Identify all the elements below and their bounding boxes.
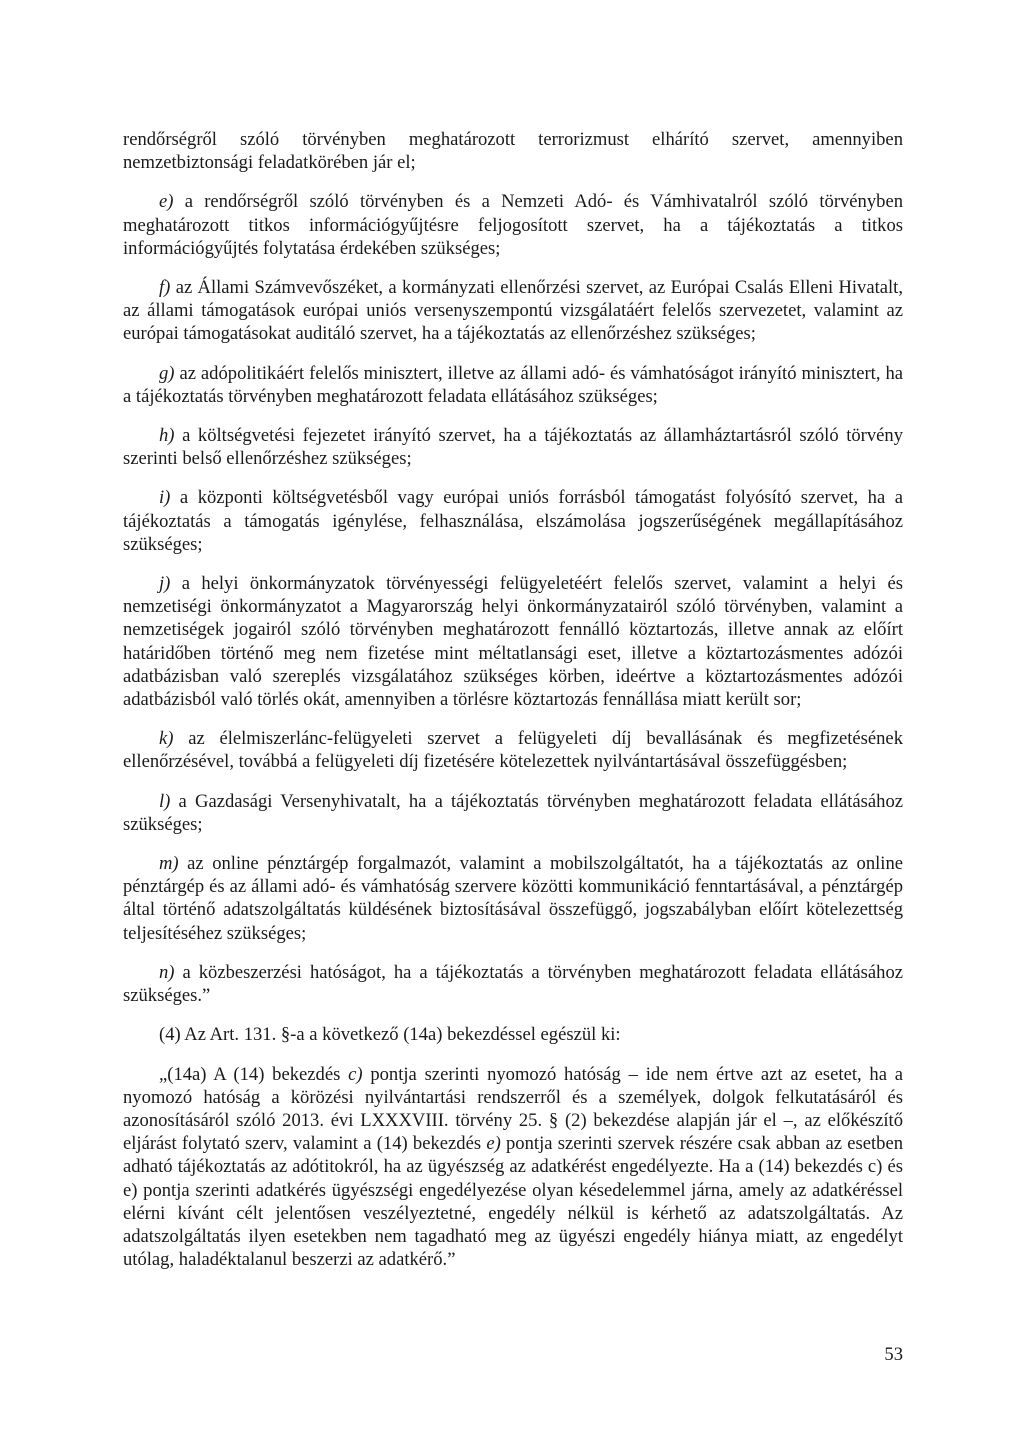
paragraph-n bbox=[123, 961, 903, 1007]
paragraph-text: a rendőrségről szóló törvényben és a Nemzeti Adó- és Vámhivatalról szóló törvényben meghatározott titkos információgyűjtésre feljogosított szervet, ha a tájékoztatás a titkos információgyűjtés folytatása érdekében szükséges; bbox=[123, 191, 903, 259]
paragraph-continuation bbox=[123, 128, 903, 174]
paragraph-mark: g) bbox=[159, 362, 175, 384]
paragraph-mark: i) bbox=[159, 487, 171, 509]
paragraph-mark: m) bbox=[159, 853, 179, 875]
paragraph-text: rendőrségről szóló törvényben meghatározott terrorizmust elhárító szervet, amennyiben nemzetbiztonsági feladatkörében jár el; bbox=[123, 129, 903, 174]
paragraph-mark: k) bbox=[159, 728, 174, 750]
paragraph-h bbox=[123, 424, 903, 470]
paragraph-text: az Állami Számvevőszéket, a kormányzati ellenőrzési szervet, az Európai Csalás Elleni Hivatalt, az állami támogatások európai uniós versenyszempontú vizsgálatáért felelős szervezetet, valamint az európai támogatásokat auditáló szervet, ha a tájékoztatás az ellenőrzéshez szükséges; bbox=[123, 277, 903, 345]
paragraph-j bbox=[123, 572, 903, 711]
page-number: 53 bbox=[884, 1344, 903, 1365]
paragraph-i bbox=[123, 486, 903, 556]
document-body bbox=[123, 128, 903, 1287]
paragraph-e bbox=[123, 190, 903, 260]
paragraph-quote-14a bbox=[123, 1063, 903, 1272]
paragraph-text: az élelmiszerlánc-felügyeleti szervet a felügyeleti díj bevallásának és megfizetésének ellenőrzésével, továbbá a felügyeleti díj fizetésére kötelezettek nyilvántartásával összefüggésben; bbox=[123, 728, 903, 773]
paragraph-text: a helyi önkormányzatok törvényességi felügyeletéért felelős szervet, valamint a helyi és nemzetiségi önkormányzatot a Magyarország helyi önkormányzatairól szóló törvényben, valamint a nemzetiségek jogairól szóló törvényben meghatározott fennálló köztartozás, illetve annak az előírt határidőben történő meg nem fizetése mint méltatlansági eset, illetve a köztartozásmentes adózói adatbázisban való szereplés vizsgálatához szükséges körben, ideértve a köztartozásmentes adózói adatbázisból való törlés okát, amennyiben a törlésre köztartozás fennállása miatt került sor; bbox=[123, 573, 903, 711]
quote-text: „(14a) A (14) bekezdés bbox=[159, 1063, 349, 1085]
paragraph-mark: h) bbox=[159, 425, 175, 447]
paragraph-mark: n) bbox=[159, 961, 175, 983]
paragraph-text: (4) Az Art. 131. §-a a következő (14a) bekezdéssel egészül ki: bbox=[159, 1024, 621, 1046]
paragraph-amendment-intro bbox=[123, 1023, 903, 1046]
quote-mark: c) bbox=[348, 1063, 363, 1085]
paragraph-k bbox=[123, 727, 903, 773]
paragraph-mark: l) bbox=[159, 790, 171, 812]
quote-text: pontja szerinti szervek részére csak abban az esetben adható tájékoztatás az adótitokról, ha az ügyészség az adatkérést engedélyezte. Ha a (14) bekezdés c) és e) pontja szerinti adatkérés ügyészségi engedélyezése olyan késedelemmel járna, amely az adatkéréssel elérni kívánt célt jelentősen veszélyeztetné, engedély nélkül is kérhető az adatszolgáltatás. Az adatszolgáltatás ilyen esetekben nem tagadható meg az ügyészi engedély hiánya miatt, az engedélyt utólag, haladéktalanul beszerzi az adatkérő.” bbox=[123, 1133, 904, 1271]
paragraph-text: az adópolitikáért felelős minisztert, illetve az állami adó- és vámhatóságot irányító minisztert, ha a tájékoztatás törvényben meghatározott feladata ellátásához szükséges; bbox=[123, 362, 903, 407]
quote-mark: e) bbox=[486, 1133, 501, 1155]
paragraph-mark: j) bbox=[159, 573, 171, 595]
paragraph-text: a közbeszerzési hatóságot, ha a tájékoztatás a törvényben meghatározott feladata ellátásához szükséges.” bbox=[123, 961, 903, 1007]
paragraph-l bbox=[123, 790, 903, 836]
paragraph-text: a Gazdasági Versenyhivatalt, ha a tájékoztatás törvényben meghatározott feladata ellátásához szükséges; bbox=[123, 790, 903, 835]
paragraph-text: a központi költségvetésből vagy európai uniós forrásból támogatást folyósító szervet, ha a tájékoztatás a támogatás igénylése, felhasználása, elszámolása jogszerűségének megállapításához szükséges; bbox=[123, 487, 903, 555]
paragraph-m bbox=[123, 852, 903, 945]
paragraph-g bbox=[123, 362, 903, 408]
paragraph-text: az online pénztárgép forgalmazót, valamint a mobilszolgáltatót, ha a tájékoztatás az online pénztárgép és az állami adó- és vámhatóság szervere közötti kommunikáció fenntartásával, a pénztárgép által történő adatszolgáltatás küldésének biztosításával összefüggő, jogszabályban előírt kötelezettség teljesítéséhez szükséges; bbox=[123, 853, 903, 944]
paragraph-mark: e) bbox=[159, 191, 174, 213]
paragraph-f bbox=[123, 276, 903, 346]
paragraph-mark: f) bbox=[159, 277, 171, 299]
paragraph-text: a költségvetési fejezetet irányító szervet, ha a tájékoztatás az államháztartásról szóló törvény szerinti belső ellenőrzéshez szükséges; bbox=[123, 425, 903, 470]
quote-text: pontja szerinti nyomozó hatóság – ide nem értve azt az esetet, ha a nyomozó hatóság a körözési nyilvántartási rendszerről és a személyek, dolgok felkutatásáról és azonosításáról szóló 2013. évi LXXXVIII. törvény 25. § (2) bekezdése alapján jár el –, az előkészítő eljárást folytató szerv, valamint a (14) bekezdés bbox=[123, 1063, 903, 1155]
